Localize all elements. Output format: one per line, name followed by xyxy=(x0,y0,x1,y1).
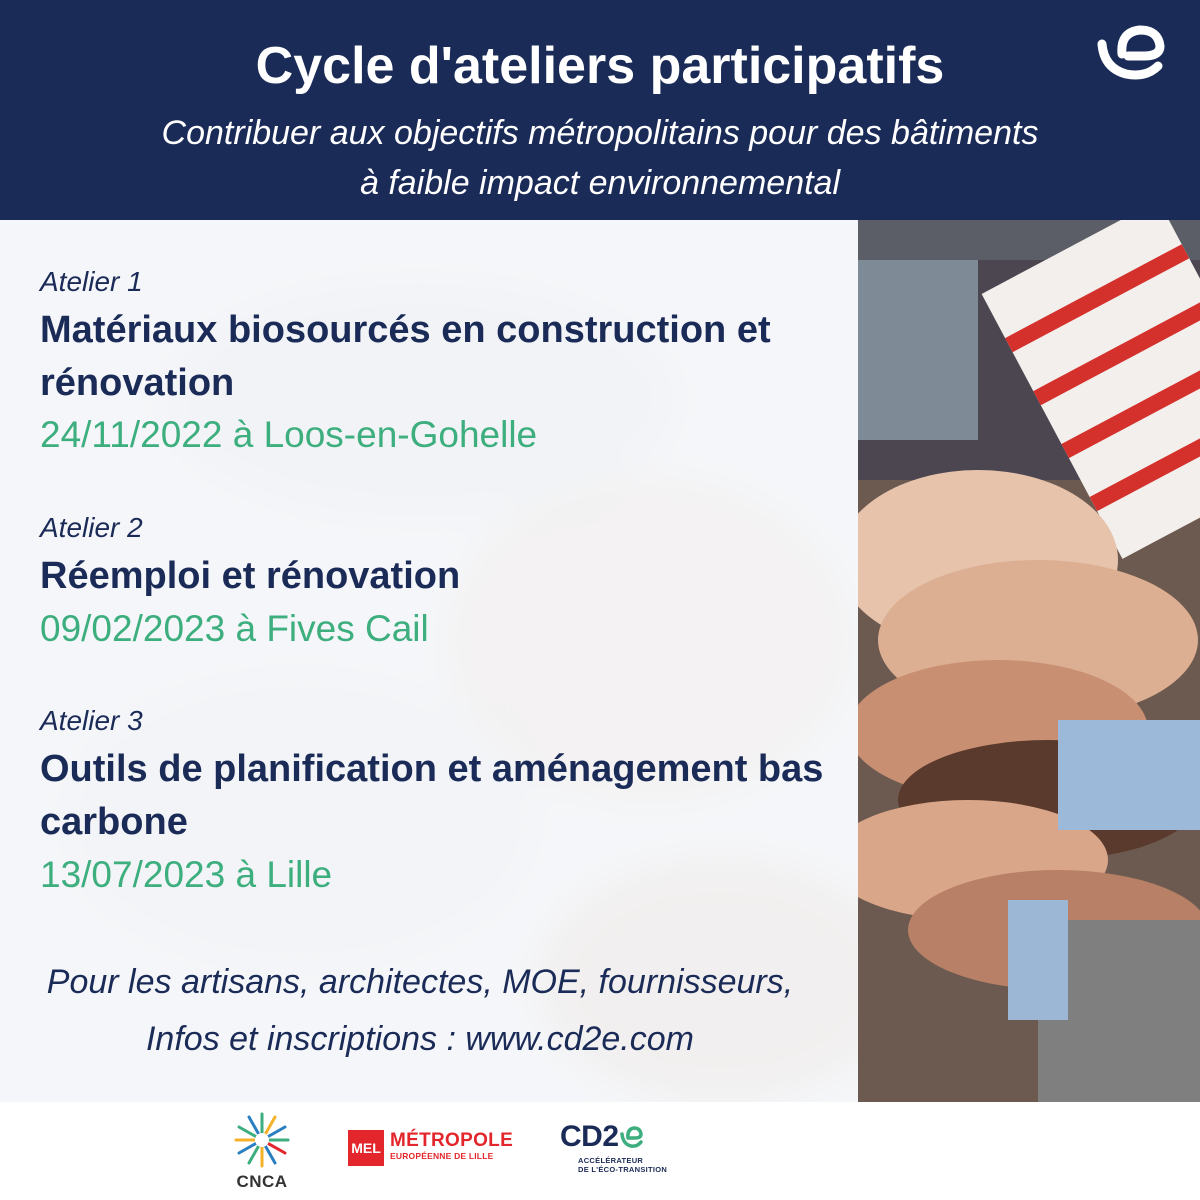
page-subtitle: Contribuer aux objectifs métropolitains pour des bâtiments à faible impact environnemental xyxy=(161,114,1039,202)
atelier-1-label: Atelier 1 xyxy=(40,266,143,297)
hands-together-photo xyxy=(858,220,1200,1102)
main-content xyxy=(0,220,1200,1102)
cd2e-logo-title: CD2 xyxy=(560,1120,643,1154)
registration-info[interactable]: Infos et inscriptions : www.cd2e.com xyxy=(145,1020,694,1058)
mel-logo-subtitle: EUROPÉENNE DE LILLE xyxy=(390,1151,494,1161)
atelier-3-date: 13/07/2023 à Lille xyxy=(40,854,333,895)
atelier-2-date: 09/02/2023 à Fives Cail xyxy=(40,608,429,649)
cnca-logo-text: CNCA xyxy=(236,1172,288,1191)
mel-logo-title: MÉTROPOLE xyxy=(390,1130,514,1151)
atelier-1-title: Matériaux biosourcés en construction et rénovation xyxy=(40,309,771,404)
page-title: Cycle d'ateliers participatifs xyxy=(255,37,945,95)
atelier-1-date: 24/11/2022 à Loos-en-Gohelle xyxy=(40,414,538,455)
atelier-3-label: Atelier 3 xyxy=(40,705,143,736)
cd2e-logo-tagline-1: ACCÉLÉRATEUR xyxy=(578,1156,644,1165)
cd2e-logo-tagline-2: DE L'ÉCO-TRANSITION xyxy=(578,1165,668,1174)
partner-logos-footer xyxy=(0,1102,1200,1200)
mel-logo xyxy=(348,1130,514,1166)
atelier-3-title: Outils de planification et aménagement bas carbone xyxy=(40,748,824,843)
atelier-2-label: Atelier 2 xyxy=(40,512,143,543)
mel-logo-box: MEL xyxy=(348,1130,384,1166)
cd2e-e-logo-icon xyxy=(1094,22,1168,88)
cd2e-logo xyxy=(560,1120,670,1180)
cnca-sunburst-icon xyxy=(230,1110,294,1170)
audience-text: Pour les artisans, architectes, MOE, fournisseurs, xyxy=(46,963,794,1001)
cd2e-small-e-icon xyxy=(619,1125,643,1149)
atelier-2-title: Réemploi et rénovation xyxy=(40,555,461,597)
header-banner xyxy=(0,0,1200,220)
cnca-logo xyxy=(230,1110,294,1196)
